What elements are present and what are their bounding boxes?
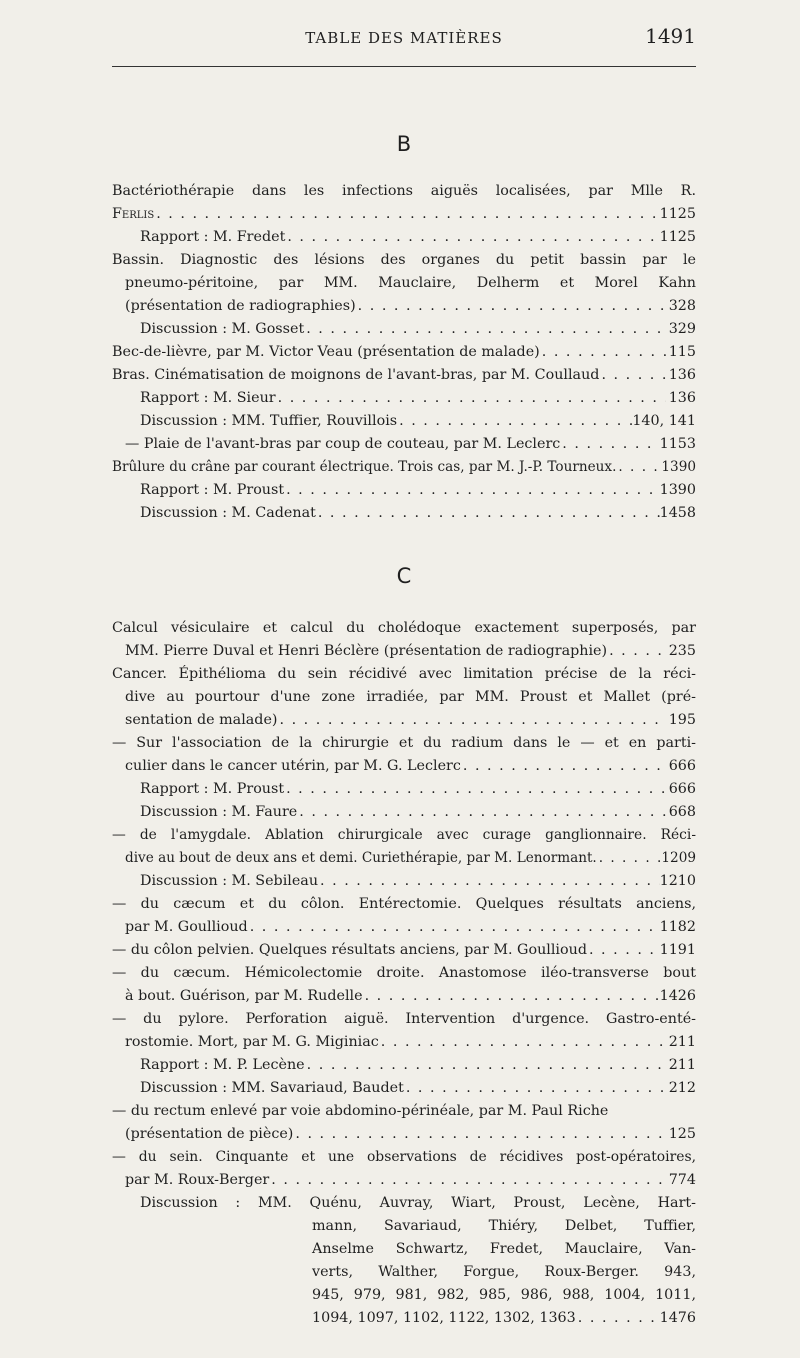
page-ref: 1182 bbox=[659, 919, 696, 935]
entry-text: Rapport : M. Proust bbox=[140, 482, 285, 498]
entry-text: (présentation de radiographies) bbox=[125, 298, 356, 314]
leader-dots bbox=[276, 387, 666, 409]
entry-line bbox=[125, 295, 696, 317]
entry-line bbox=[125, 847, 696, 869]
leader-dots bbox=[318, 870, 660, 892]
entry-line bbox=[112, 364, 696, 386]
header-rule bbox=[112, 66, 696, 67]
entry-text: Rapport : M. P. Lecène bbox=[140, 1057, 305, 1073]
page-ref: 668 bbox=[668, 804, 696, 820]
leader-dots bbox=[277, 709, 666, 731]
leader-dots bbox=[461, 755, 666, 777]
entry-line: — du sein. Cinquante et une observations de récidives post-opératoires, bbox=[112, 1149, 696, 1165]
leader-dots bbox=[587, 939, 660, 961]
entry-line bbox=[140, 870, 696, 892]
entry-line bbox=[140, 410, 696, 432]
section-letter-c: C bbox=[396, 564, 412, 588]
entry-text bbox=[112, 180, 696, 202]
leader-dots bbox=[154, 203, 659, 225]
entry-text: sentation de malade) bbox=[125, 712, 278, 728]
entry-line bbox=[140, 226, 696, 248]
entry-line bbox=[140, 318, 696, 340]
entry-line bbox=[125, 985, 696, 1007]
page-ref: 125 bbox=[668, 1126, 696, 1142]
entry-text: dive au bout de deux ans et demi. Curiethérapie, par M. Lenormant. bbox=[125, 850, 597, 866]
entry-line bbox=[140, 387, 696, 409]
entry-text bbox=[112, 249, 696, 271]
entry-line bbox=[125, 709, 696, 731]
entry-line: — du rectum enlevé par voie abdomino-périnéale, par M. Paul Riche bbox=[112, 1103, 609, 1119]
entry-line: Calcul vésiculaire et calcul du cholédoque exactement superposés, par bbox=[112, 620, 696, 636]
entry-text bbox=[312, 1238, 696, 1260]
page-number: 1491 bbox=[645, 24, 696, 48]
entry-text bbox=[112, 1100, 696, 1122]
entry-text bbox=[112, 962, 696, 984]
entry-line: Bactériothérapie dans les infections aiguës localisées, par Mlle R. bbox=[112, 183, 696, 199]
entry-text bbox=[112, 1146, 696, 1168]
leader-dots bbox=[248, 916, 660, 938]
entry-text: Discussion : M. Sebileau bbox=[140, 873, 319, 889]
entry-line: — Sur l'association de la chirurgie et du radium dans le — et en parti- bbox=[112, 735, 696, 751]
header-title: TABLE DES MATIÈRES bbox=[305, 29, 503, 47]
entry-text bbox=[112, 663, 696, 685]
page-ref: 136 bbox=[668, 390, 696, 406]
entry-text: par M. Roux-Berger bbox=[125, 1172, 270, 1188]
leader-dots bbox=[607, 640, 666, 662]
entry-text: Rapport : M. Fredet bbox=[140, 229, 286, 245]
entry-line: Cancer. Épithélioma du sein récidivé avec limitation précise de la réci- bbox=[112, 666, 696, 682]
leader-dots bbox=[599, 364, 666, 386]
entry-text bbox=[125, 686, 696, 708]
page-ref: 1153 bbox=[659, 436, 696, 452]
entry-line bbox=[125, 755, 696, 777]
page-ref: 666 bbox=[668, 781, 696, 797]
entry-text: par M. Goullioud bbox=[125, 919, 248, 935]
entry-text: (présentation de pièce) bbox=[125, 1126, 294, 1142]
entry-text: Rapport : M. Sieur bbox=[140, 390, 276, 406]
page-ref: 1125 bbox=[659, 206, 696, 222]
entry-text: Bras. Cinématisation de moignons de l'avant-bras, par M. Coullaud bbox=[112, 367, 600, 383]
entry-line bbox=[140, 1054, 696, 1076]
page-ref: 235 bbox=[668, 643, 696, 659]
page-ref: 328 bbox=[668, 298, 696, 314]
entry-line: verts, Walther, Forgue, Roux-Berger. 943, bbox=[312, 1264, 696, 1280]
entry-line bbox=[140, 1077, 696, 1099]
entry-text: Discussion : MM. Savariaud, Baudet bbox=[140, 1080, 404, 1096]
page-ref: 211 bbox=[668, 1057, 696, 1073]
entry-text: Discussion : M. Cadenat bbox=[140, 505, 316, 521]
entry-line: Bassin. Diagnostic des lésions des organes du petit bassin par le bbox=[112, 252, 696, 268]
entry-line: — du cæcum. Hémicolectomie droite. Anastomose iléo-transverse bout bbox=[112, 965, 696, 981]
page-ref: 212 bbox=[668, 1080, 696, 1096]
leader-dots bbox=[356, 295, 666, 317]
entry-text bbox=[125, 272, 696, 294]
entry-text: — du côlon pelvien. Quelques résultats anciens, par M. Goullioud bbox=[112, 942, 587, 958]
page-ref: 1390 bbox=[659, 482, 696, 498]
page-ref: 211 bbox=[668, 1034, 696, 1050]
entry-text bbox=[112, 893, 696, 915]
entry-text bbox=[112, 732, 696, 754]
leader-dots bbox=[397, 410, 632, 432]
entry-line bbox=[112, 341, 696, 363]
entry-line bbox=[125, 1169, 696, 1191]
page-ref: 774 bbox=[668, 1172, 696, 1188]
entry-line: — du pylore. Perforation aiguë. Intervention d'urgence. Gastro-enté- bbox=[112, 1011, 696, 1027]
entry-text bbox=[112, 824, 696, 846]
page-ref: 1210 bbox=[659, 873, 696, 889]
entry-line bbox=[125, 1031, 696, 1053]
page-ref: 195 bbox=[668, 712, 696, 728]
page-ref: 1390 bbox=[661, 459, 696, 475]
section-letter-b: B bbox=[396, 132, 412, 156]
leader-dots bbox=[285, 226, 659, 248]
leader-dots bbox=[576, 1307, 660, 1329]
leader-dots bbox=[597, 847, 662, 869]
entry-line bbox=[125, 916, 696, 938]
entry-text bbox=[140, 1192, 696, 1214]
entry-line bbox=[140, 778, 696, 800]
entry-line bbox=[112, 939, 696, 961]
entry-text: Discussion : M. Gosset bbox=[140, 321, 305, 337]
entry-text: culier dans le cancer utérin, par M. G. Leclerc bbox=[125, 758, 461, 774]
leader-dots bbox=[304, 318, 666, 340]
leader-dots bbox=[379, 1031, 666, 1053]
leader-dots bbox=[363, 985, 660, 1007]
page-ref: 666 bbox=[668, 758, 696, 774]
entry-line bbox=[125, 1123, 696, 1145]
leader-dots bbox=[284, 778, 666, 800]
leader-dots bbox=[305, 1054, 666, 1076]
entry-text bbox=[312, 1215, 696, 1237]
entry-line bbox=[112, 456, 696, 478]
entry-line bbox=[112, 203, 696, 225]
entry-text bbox=[312, 1284, 696, 1306]
entry-line: — de l'amygdale. Ablation chirurgicale avec curage ganglionnaire. Réci- bbox=[112, 827, 696, 843]
entry-text: MM. Pierre Duval et Henri Béclère (présentation de radiographie) bbox=[125, 643, 608, 659]
entry-text: 1094, 1097, 1102, 1122, 1302, 1363 bbox=[312, 1310, 576, 1326]
page-ref: 1125 bbox=[659, 229, 696, 245]
leader-dots bbox=[284, 479, 660, 501]
page-ref: 136 bbox=[668, 367, 696, 383]
entry-line bbox=[140, 801, 696, 823]
entry-text: rostomie. Mort, par M. G. Miginiac bbox=[125, 1034, 379, 1050]
entry-line: — du cæcum et du côlon. Entérectomie. Quelques résultats anciens, bbox=[112, 896, 696, 912]
page-ref: 1191 bbox=[659, 942, 696, 958]
entry-line bbox=[140, 502, 696, 524]
page-ref: 1209 bbox=[661, 850, 696, 866]
entry-line bbox=[125, 433, 696, 455]
entry-text bbox=[112, 1008, 696, 1030]
leader-dots bbox=[540, 341, 666, 363]
leader-dots bbox=[269, 1169, 666, 1191]
entry-text: Bec-de-lièvre, par M. Victor Veau (présentation de malade) bbox=[112, 344, 540, 360]
entry-line bbox=[140, 479, 696, 501]
page-ref: 1426 bbox=[659, 988, 696, 1004]
entry-text: Ferlis bbox=[112, 206, 155, 222]
entry-line: 945, 979, 981, 982, 985, 986, 988, 1004, 1011, bbox=[312, 1287, 696, 1303]
entry-line: dive au pourtour d'une zone irradiée, par MM. Proust et Mallet (pré- bbox=[125, 689, 696, 705]
leader-dots bbox=[316, 502, 660, 524]
entry-text: à bout. Guérison, par M. Rudelle bbox=[125, 988, 363, 1004]
entry-text: Discussion : M. Faure bbox=[140, 804, 298, 820]
entry-text: Brûlure du crâne par courant électrique. Trois cas, par M. J.-P. Tourneux. bbox=[112, 459, 617, 475]
entry-line: Anselme Schwartz, Fredet, Mauclaire, Van- bbox=[312, 1241, 696, 1257]
page-ref: 329 bbox=[668, 321, 696, 337]
page-ref: 1458 bbox=[659, 505, 696, 521]
page-ref: 115 bbox=[668, 344, 696, 360]
entry-line bbox=[125, 640, 696, 662]
entry-line: pneumo-péritoine, par MM. Mauclaire, Delherm et Morel Kahn bbox=[125, 275, 696, 291]
entry-text: Discussion : MM. Tuffier, Rouvillois bbox=[140, 413, 398, 429]
entry-text bbox=[112, 617, 696, 639]
leader-dots bbox=[616, 456, 661, 478]
leader-dots bbox=[560, 433, 659, 455]
entry-text: — Plaie de l'avant-bras par coup de couteau, par M. Leclerc bbox=[125, 436, 561, 452]
page-ref: 1476 bbox=[659, 1310, 696, 1326]
leader-dots bbox=[297, 801, 666, 823]
entry-line: Discussion : MM. Quénu, Auvray, Wiart, Proust, Lecène, Hart- bbox=[140, 1195, 696, 1211]
page-ref: 140, 141 bbox=[632, 413, 696, 429]
entry-line: mann, Savariaud, Thiéry, Delbet, Tuffier, bbox=[312, 1218, 696, 1234]
entry-text bbox=[312, 1261, 696, 1283]
entry-text: Rapport : M. Proust bbox=[140, 781, 285, 797]
entry-line bbox=[312, 1307, 696, 1329]
running-header bbox=[112, 24, 696, 54]
leader-dots bbox=[404, 1077, 666, 1099]
leader-dots bbox=[293, 1123, 666, 1145]
